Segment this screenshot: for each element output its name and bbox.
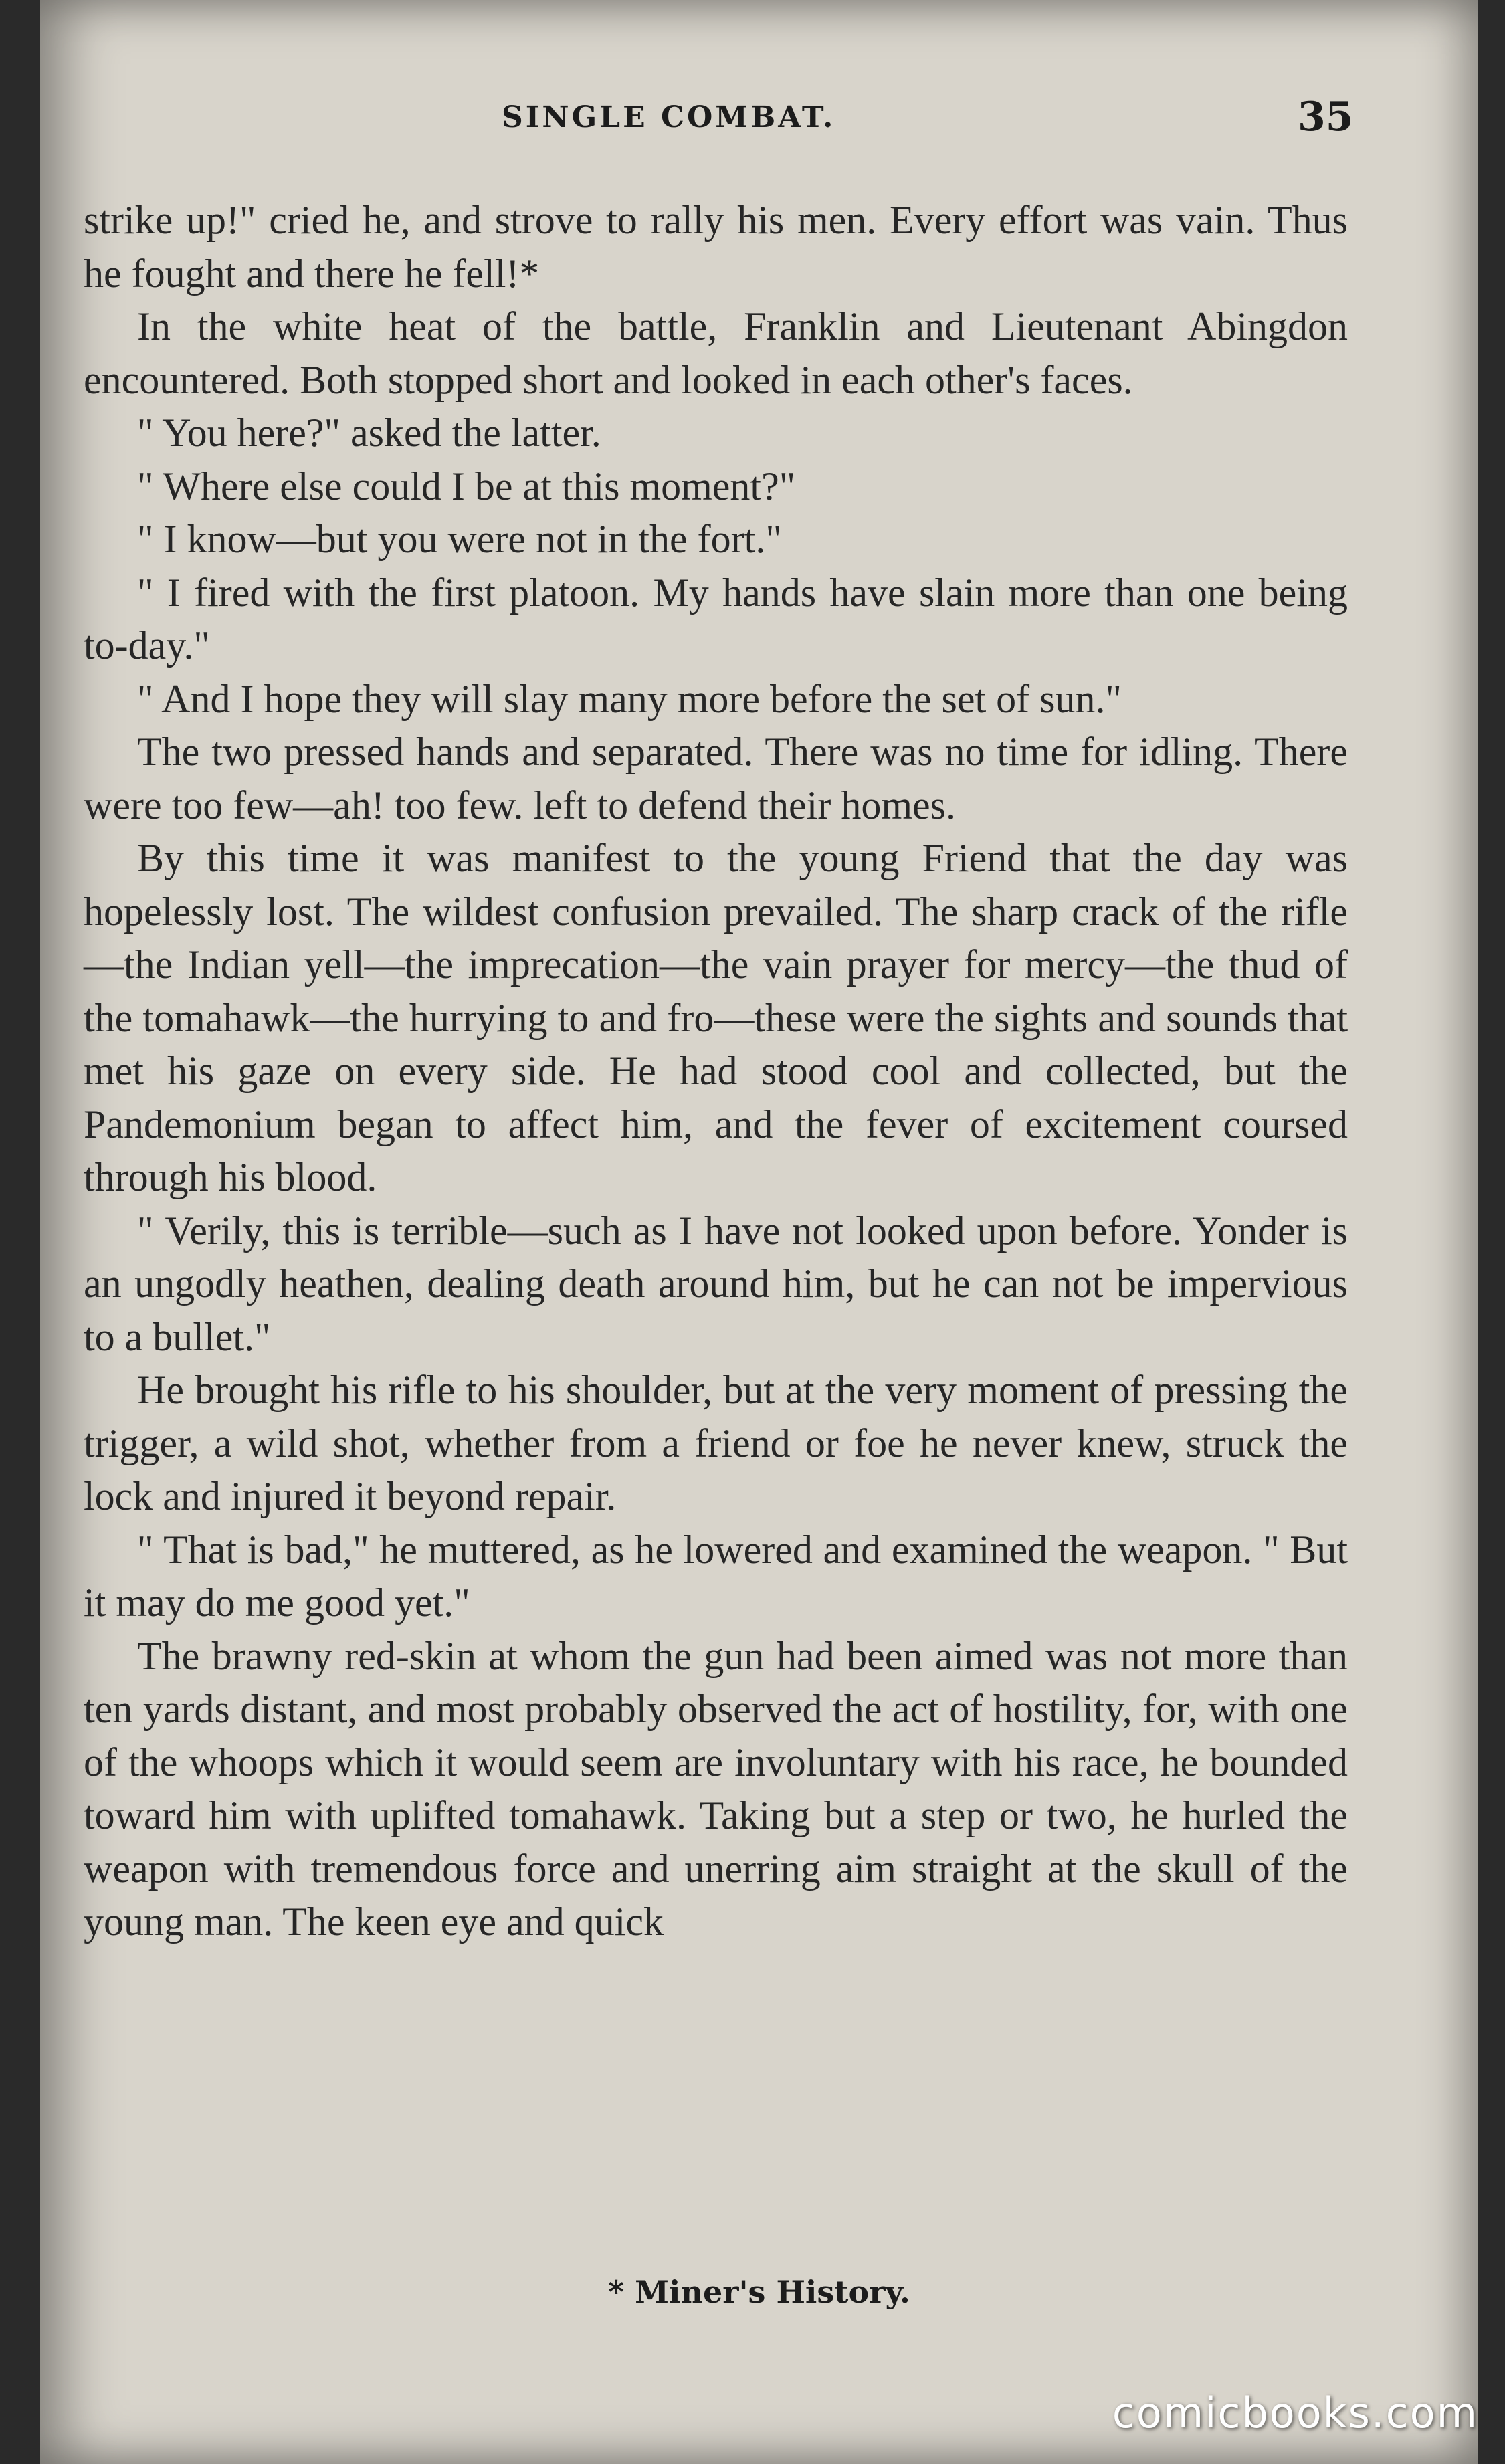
watermark: comicbooks.com bbox=[1112, 2388, 1478, 2437]
paragraph: " I fired with the first platoon. My hands have slain more than one being to-day." bbox=[84, 570, 1348, 668]
paragraph: By this time it was manifest to the young Friend that the day was hopelessly lost. The wildest confusion prevailed. The sharp crack of the rifle—the Indian yell—the imprecation—the vain prayer for mercy—the thud of the tomahawk—the hurrying to and fro—these were the sights and sounds that met his gaze on every side. He had stood cool and collected, but the Pandemonium began to affect him, and the fever of excitement coursed through his blood. bbox=[84, 836, 1348, 1199]
paragraph: " Verily, this is terrible—such as I have not looked upon before. Yonder is an ungodly heathen, dealing death around him, but he can not be impervious to a bullet." bbox=[84, 1208, 1348, 1359]
paragraph: " That is bad," he muttered, as he lowered and examined the weapon. " But it may do me good yet." bbox=[84, 1527, 1348, 1625]
footnote: * Miner's History. bbox=[608, 2274, 910, 2310]
paragraph: " I know—but you were not in the fort." bbox=[137, 517, 782, 561]
running-head bbox=[40, 94, 1478, 147]
paragraph: In the white heat of the battle, Franklin and Lieutenant Abingdon encountered. Both stopped short and looked in each other's faces. bbox=[84, 304, 1348, 402]
paragraph: He brought his rifle to his shoulder, but at the very moment of pressing the trigger, a wild shot, whether from a friend or foe he never knew, struck the lock and injured it beyond repair. bbox=[84, 1368, 1348, 1518]
book-page bbox=[40, 0, 1478, 2464]
paragraph: " You here?" asked the latter. bbox=[137, 411, 601, 455]
body-text bbox=[84, 194, 1348, 1949]
paragraph: " Where else could I be at this moment?" bbox=[137, 464, 796, 508]
paragraph: The brawny red-skin at whom the gun had been aimed was not more than ten yards distant, and most probably observed the act of hostility, for, with one of the whoops which it would seem are involuntary with his race, he bounded toward him with uplifted tomahawk. Taking but a step or two, he hurled the weapon with tremendous force and unerring aim straight at the skull of the young man. The keen eye and quick bbox=[84, 1633, 1348, 1944]
paragraph: The two pressed hands and separated. There was no time for idling. There were too few—ah! too few. left to defend their homes. bbox=[84, 730, 1348, 827]
paragraph: strike up!" cried he, and strove to rally his men. Every effort was vain. Thus he fought and there he fell!* bbox=[84, 198, 1348, 296]
running-title: SINGLE COMBAT. bbox=[502, 100, 836, 134]
page-number: 35 bbox=[1298, 94, 1354, 140]
paragraph: " And I hope they will slay many more before the set of sun." bbox=[137, 676, 1122, 721]
